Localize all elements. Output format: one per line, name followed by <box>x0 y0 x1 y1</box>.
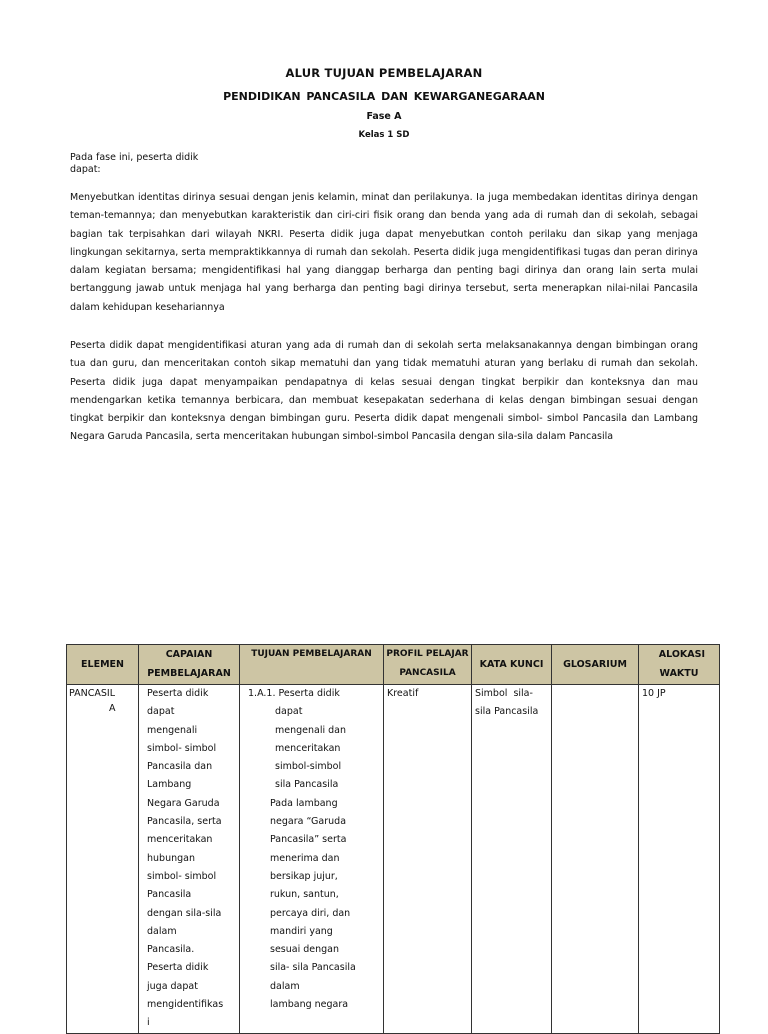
cell-line: menceritakan <box>275 742 341 754</box>
cell-tujuan <box>240 685 384 1034</box>
intro-text <box>70 152 230 176</box>
capaian-lines <box>147 685 236 1033</box>
cell-glosarium <box>552 685 639 1034</box>
cell-line: Pancasila dan <box>147 761 213 773</box>
header-capaian <box>139 645 240 685</box>
cell-alokasi: 10 JP <box>639 685 720 1034</box>
cell-line: dalam <box>147 925 177 937</box>
cell-line: Peserta didik <box>147 688 209 699</box>
cell-line: lambang negara <box>270 999 349 1011</box>
cell-profil: Kreatif <box>384 685 472 1034</box>
cell-line: dapat <box>275 706 303 718</box>
cell-line: Pancasila. <box>147 944 195 956</box>
header-line: PANCASILA <box>399 668 456 678</box>
cell-line: i <box>147 1017 150 1029</box>
header-tujuan: TUJUAN PEMBELAJARAN <box>240 645 384 685</box>
intro-line: Pada fase ini, peserta didik <box>70 152 199 163</box>
header-line: WAKTU <box>659 668 699 679</box>
cell-line: juga dapat <box>147 980 198 992</box>
cell-line: Lambang <box>147 779 192 791</box>
cell-line: sila- sila Pancasila <box>270 962 356 974</box>
document-title: ALUR TUJUAN PEMBELAJARAN <box>285 66 483 80</box>
cell-line: dalam <box>270 980 300 992</box>
header-line: PROFIL PELAJAR <box>386 649 469 659</box>
cell-line: rukun, santun, <box>270 889 339 901</box>
cell-line: Peserta didik <box>147 962 209 974</box>
subject-title: PENDIDIKAN PANCASILA DAN KEWARGANEGARAAN <box>223 90 545 103</box>
cell-line: menceritakan <box>147 834 213 846</box>
cell-line: Pancasila <box>147 889 192 901</box>
cell-elemen <box>67 685 139 1034</box>
cell-line: Negara Garuda <box>147 797 220 809</box>
header-profil <box>384 645 472 685</box>
table-header-row <box>67 645 720 685</box>
cell-line: sila Pancasila <box>475 706 539 718</box>
cell-line: sesuai dengan <box>270 944 340 956</box>
tujuan-first-line: 1.A.1. Peserta didik <box>248 688 340 699</box>
cell-capaian <box>139 685 240 1034</box>
cell-line: simbol- simbol <box>147 870 217 882</box>
intro-line: dapat: <box>70 164 101 175</box>
header-line: ALOKASI <box>658 649 705 660</box>
cell-line: hubungan <box>147 852 195 864</box>
cell-line: simbol- simbol <box>147 742 217 754</box>
cell-line: mengenali dan <box>275 724 347 736</box>
cell-line: sila Pancasila <box>275 779 339 791</box>
cell-line: simbol-simbol <box>275 761 342 773</box>
cell-line: Pada lambang <box>270 797 338 809</box>
cell-line: dengan sila-sila <box>147 907 222 919</box>
cell-line: bersikap jujur, <box>270 870 338 882</box>
cell-line: mandiri yang <box>270 925 333 937</box>
cell-line: Pancasila, serta <box>147 816 222 828</box>
header-alokasi <box>639 645 720 685</box>
cell-line: mengidentifikas <box>147 999 224 1011</box>
header-kata-kunci: KATA KUNCI <box>472 645 552 685</box>
cell-line: PANCASIL <box>69 688 115 699</box>
cell-kata-kunci <box>472 685 552 1034</box>
paragraph-rules: Peserta didik dapat mengidentifikasi aturan yang ada di rumah dan di sekolah serta melaksanakannya dengan bimbingan orang tua dan guru, dan menceritakan contoh sikap mematuhi dan yang tidak mematuhi aturan yang berlaku di rumah dan sekolah. Peserta didik juga dapat menyampaikan pendapatnya di kelas sesuai dengan tingkat berpikir dan konteksnya dan mau mendengarkan ketika temannya berbicara, dan membuat kesepakatan sederhana di kelas dengan bimbingan sesuai dengan tingkat berpikir dan konteksnya dengan bimbingan guru. Peserta didik dapat mengenali simbol- simbol Pancasila dan Lambang Negara Garuda Pancasila, serta menceritakan hubungan simbol-simbol Pancasila dengan sila-sila dalam Pancasila <box>70 340 698 443</box>
tujuan-indent-lines <box>248 703 380 794</box>
header-elemen: ELEMEN <box>67 645 139 685</box>
cell-line: negara “Garuda <box>270 816 347 828</box>
cell-line: menerima dan <box>270 852 340 864</box>
header-line: CAPAIAN <box>165 649 213 660</box>
header-line: PEMBELAJARAN <box>147 668 231 679</box>
paragraph-identity: Menyebutkan identitas dirinya sesuai dengan jenis kelamin, minat dan perilakunya. Ia juga membedakan identitas dirinya dengan teman-temannya; dan menyebutkan karakteristik dan ciri-ciri fisik orang dan benda yang ada di rumah dan di sekolah, sebagai bagian tak terpisahkan dari wilayah NKRI. Peserta didik juga dapat menyebutkan contoh perilaku dan sikap yang menjaga lingkungan sekitarnya, serta mempraktikkannya di rumah dan sekolah. Peserta didik juga mengidentifikasi tugas dan peran dirinya dalam kegiatan bersama; mengidentifikasi hal yang dianggap berharga dan penting bagi dirinya dan orang lain serta mulai bertanggung jawab untuk menjaga hal yang berharga dan penting bagi dirinya tersebut, serta menerapkan nilai-nilai Pancasila dalam kehidupan kesehariannya <box>70 192 698 313</box>
tujuan-rest-lines <box>248 795 380 1015</box>
cell-line: percaya diri, dan <box>270 907 351 919</box>
cell-line: Simbol sila- <box>475 688 533 699</box>
cell-line: mengenali <box>147 724 198 736</box>
header-glosarium: GLOSARIUM <box>552 645 639 685</box>
cell-line: A <box>109 703 116 715</box>
grade-label: Kelas 1 SD <box>358 130 410 140</box>
cell-line: Pancasila” serta <box>270 834 347 846</box>
cell-line: dapat <box>147 706 175 718</box>
phase-label: Fase A <box>366 111 402 122</box>
learning-objectives-table <box>66 644 720 1034</box>
table-row <box>67 685 720 1034</box>
